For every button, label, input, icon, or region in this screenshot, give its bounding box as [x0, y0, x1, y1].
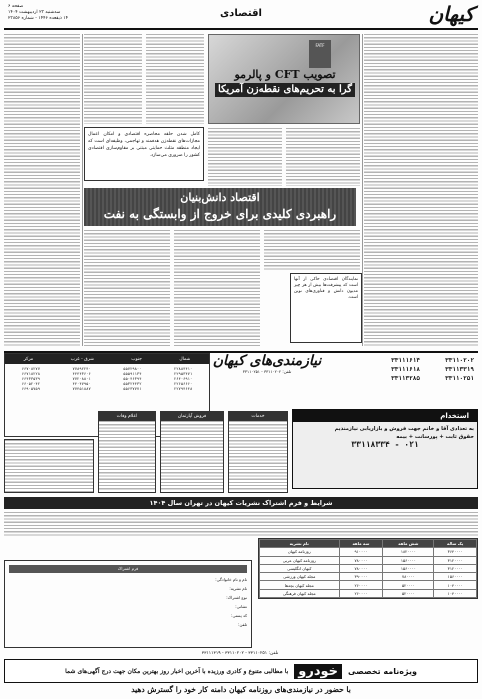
phone-cell: ۶۶۷۰۸۲۷۷	[21, 366, 41, 371]
phone-cell: ۵۵۳۲۴۴۳۲	[123, 381, 142, 386]
table-header: سه ماهه	[339, 540, 383, 548]
ad-column-header: اعلام وفات	[99, 412, 155, 421]
phone-cell: ۵۵۷۲۹۸۰۰	[123, 366, 142, 371]
phone-cell: ۵۵۰۴۶۳۹۴	[123, 376, 142, 381]
phone-cell: ۷۷۲۰۸۸۰۱	[72, 376, 91, 381]
ad-column-header: فروش آپارتمان	[161, 412, 223, 421]
employment-line1: به تعدادی آقا و خانم جهت فروش و بازاریابی نیازمندیم	[334, 426, 474, 432]
issue-line: ۱۴ ذیقعده ۱۴۴۶ - شماره ۲۳۸۵۶	[8, 16, 69, 21]
form-field-publication[interactable]: نام نشریه:	[229, 586, 247, 591]
table-row: ۱۰۴۰۰۰۰ ۵۲۰۰۰۰ ۲۶۰۰۰۰ مجله کیهان فرهنگی	[260, 589, 477, 597]
text-column-left	[4, 34, 80, 346]
region-label: جنوب	[131, 356, 142, 362]
text-column-right	[364, 34, 478, 346]
section-title: اقتصادی	[220, 8, 262, 19]
ad-column-sale	[160, 411, 224, 493]
phone-cell: ۵۵۶۳۷۷۷۱	[123, 386, 142, 391]
table-header: نام نشریه	[260, 540, 340, 548]
subscription-price-table	[258, 538, 478, 599]
table-header: یک ساله	[434, 540, 477, 548]
text-column-center-b	[286, 128, 360, 186]
region-label: شمال	[179, 356, 191, 362]
subscription-form	[4, 560, 252, 648]
subscription-banner: شرایط و فرم اشتراک نشریات کیهان در تهران سال ۱۴۰۴	[4, 497, 478, 509]
phone-cell: ۲۲۹۵۳۴۷۱	[173, 371, 193, 376]
main-phone: ۳۳۱۱۳۳۱۹	[445, 366, 474, 373]
feature-banner-line2: راهبردی کلیدی برای خروج از وابستگی به نفت	[103, 207, 337, 221]
classifieds-main-phones-2	[370, 356, 420, 383]
form-field-name[interactable]: نام و نام خانوادگی:	[215, 577, 247, 582]
masthead	[4, 2, 478, 30]
footer-ad-banner	[4, 659, 478, 683]
page-info	[8, 4, 118, 22]
phone-cell: ۶۶۹۰۵۷۵۹	[21, 386, 41, 391]
table-header: شش ماهه	[383, 540, 434, 548]
region-label: شرق - غرب	[70, 356, 94, 362]
phone-cell: ۴۴۰۴۷۹۵۰	[72, 381, 91, 386]
text-column-lower-b	[174, 230, 260, 346]
quote-box: کامل شدن حلقه محاصره اقتصادی و امکان اعمال مجازات‌های نقطه‌زن هدفمند و تهاجمی، وظیفه‌ای است که ایجاد منطقه مثلث حمایتی مبتنی بر مقاوم‌سازی اقتصادی کشور را ضروری می‌سازد.	[84, 127, 204, 181]
subscription-phone: تلفن: ۳۳۱۱۰۲۵۱ - ۳۳۱۱۰۲۰۲ - ۳۳۱۱۱۳۱۹	[201, 651, 279, 656]
table-row: ۳۶۴۰۰۰۰ ۱۸۲۰۰۰۰ ۹۱۰۰۰۰ روزنامه کیهان	[260, 548, 477, 556]
employment-line2: حقوق ثابت + پورسانت + بیمه	[396, 434, 474, 440]
form-field-phone[interactable]: تلفن:	[238, 622, 247, 627]
main-phone: ۳۳۱۱۰۲۵۱	[445, 375, 474, 382]
main-phone: ۳۳۱۱۳۲۸۵	[391, 375, 420, 382]
text-column-lower-a	[84, 230, 170, 346]
callout-box: نمایندگان اقتصادی حاکی از آنها است که پیشرفت‌ها بیش از هر چیز مدیون دانش و فناوری‌های نوین است.	[290, 273, 362, 343]
feature-banner	[84, 188, 356, 226]
subscription-terms	[4, 512, 478, 536]
form-field-postal[interactable]: کد پستی:	[231, 613, 247, 618]
employment-ad	[292, 409, 478, 489]
classifieds-main-phones	[424, 356, 474, 383]
ad-column-header: خدمات	[229, 412, 287, 421]
phone-cell: ۲۲۶۵۶۶۶۰	[173, 381, 193, 386]
text-column-lower-c	[264, 230, 360, 270]
lead-headline-line1: تصویب CFT و پالرمو	[234, 68, 336, 81]
ad-column-1	[4, 439, 94, 493]
date-line: سه‌شنبه ۲۳ اردیبهشت ۱۴۰۴	[8, 10, 61, 15]
region-label: مرکز	[23, 356, 34, 362]
phone-cell: ۶۶۷۱۸۲۲۸	[21, 371, 41, 376]
text-column-center-a	[208, 128, 282, 186]
phone-cell: ۷۷۸۹۲۲۴۰	[72, 366, 91, 371]
regional-phones-grid	[5, 364, 209, 393]
fatf-logo-icon: FATF	[309, 40, 331, 68]
employment-header: استخدام	[293, 410, 477, 422]
brand-logo: کیهان	[428, 2, 474, 26]
phone-cell: ۶۶۰۵۲۰۴۲	[21, 381, 41, 386]
footer-ad-right: ویژه‌نامه تخصصی	[348, 666, 417, 676]
phone-cell: ۷۷۴۵۱۸۸۷	[72, 386, 91, 391]
phone-cell: ۴۴۴۴۳۶۰۶	[72, 371, 91, 376]
table-row: ۱۰۴۰۰۰۰ ۵۲۰۰۰۰ ۲۶۰۰۰۰ مجله کیهان بچه‌ها	[260, 581, 477, 589]
employment-phone: ۳۳۱۱۸۳۳۴ - ۰۲۱	[351, 440, 419, 449]
footer-ad-left: با مطالبی متنوع و کادری ورزیده با آخرین اخبار روز بهترین مکان جهت درج آگهی‌های شما	[65, 667, 289, 675]
table-row: ۳۱۲۰۰۰۰ ۱۵۶۰۰۰۰ ۷۸۰۰۰۰ روزنامه کیهان عربی	[260, 556, 477, 564]
phone-cell: ۲۶۴۰۶۹۱۰	[173, 376, 193, 381]
ad-column-services	[228, 411, 288, 493]
form-field-address[interactable]: نشانی:	[235, 604, 247, 609]
phone-cell: ۲۲۷۹۴۶۴۸	[173, 386, 193, 391]
footer-tagline: با حضور در نیازمندی‌های روزنامه کیهان دامنه کار خود را گسترش دهید	[131, 685, 351, 694]
ad-column-obituary	[98, 411, 156, 493]
classifieds-logo-text: نیازمندی‌های کیهان	[212, 353, 322, 369]
table-header-row	[260, 540, 477, 548]
phone-cell: ۶۶۴۳۳۵۳۹	[21, 376, 41, 381]
page-number: صفحه ۶	[8, 4, 24, 9]
classifieds-logo-sub: تلفن: ۳۳۱۱۰۲۰۲ - ۳۳۱۱۰۲۵۱	[242, 369, 292, 374]
subscription-form-header: فرم اشتراک	[9, 565, 247, 573]
footer-ad-center: خودرو	[294, 664, 342, 679]
text-column-mid-a	[84, 34, 142, 124]
phone-cell: ۵۵۵۹۱۱۳۴	[123, 371, 142, 376]
table-row: ۳۱۲۰۰۰۰ ۱۵۶۰۰۰۰ ۷۸۰۰۰۰ کیهان انگلیسی	[260, 564, 477, 572]
form-field-type[interactable]: نوع اشتراک:	[226, 595, 247, 600]
phone-cell: ۲۲۸۸۴۴۱۰	[173, 366, 193, 371]
main-phone: ۳۳۱۱۱۶۱۴	[391, 357, 420, 364]
lead-headline	[210, 68, 360, 97]
text-column-mid-b	[146, 34, 204, 124]
table-row: ۱۵۶۰۰۰۰ ۷۸۰۰۰۰ ۳۹۰۰۰۰ مجله کیهان ورزشی	[260, 573, 477, 581]
classifieds-logo	[212, 353, 322, 397]
main-phone: ۳۳۱۱۱۶۱۸	[391, 366, 420, 373]
main-phone: ۳۳۱۱۰۲۰۲	[445, 357, 474, 364]
feature-banner-line1: اقتصاد دانش‌بنیان	[180, 191, 260, 204]
lead-headline-line2: گرا به تحریم‌های نقطه‌زن آمریکا	[215, 83, 355, 97]
regional-phones-header	[5, 354, 209, 364]
